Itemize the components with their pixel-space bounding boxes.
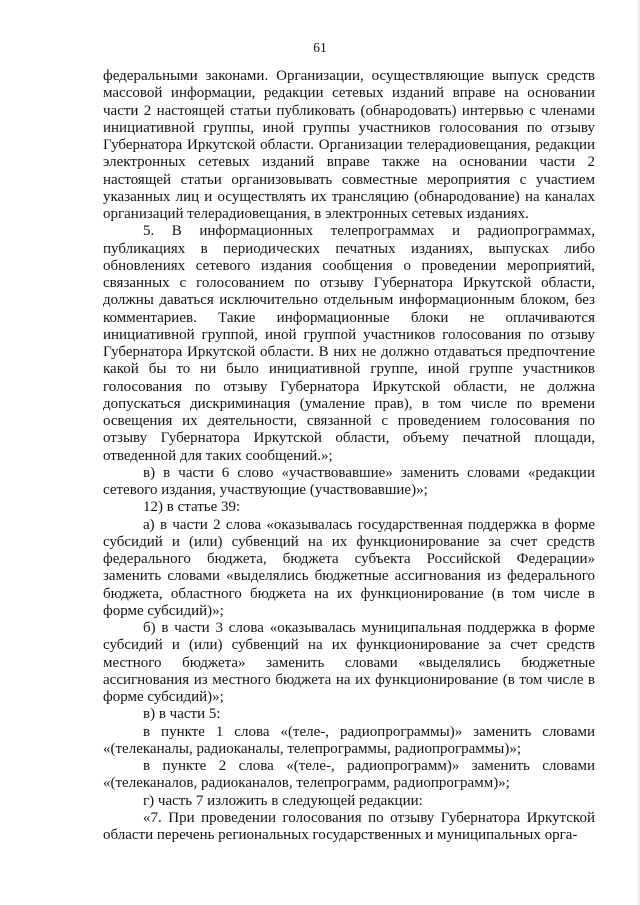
paragraph-3: в) в части 6 слово «участвовавшие» заменить словами «редакции сетевого издания, участвующие (участвовавшие)»; [103, 464, 595, 498]
paragraph-10: г) часть 7 изложить в следующей редакции: [143, 792, 423, 809]
scan-edge-shadow [636, 0, 640, 905]
paragraph-5: а) в части 2 слова «оказывалась государственная поддержка в форме субсидий и (или) субвенций на их функционирование за счет средств федерального бюджета, бюджета субъекта Российской Федерации» заменить словами «выделялись бюджетные ассигнования из федерального бюджета, областного бюджета на их функционирование (в том числе в форме субсидий)»; [103, 516, 595, 619]
paragraph-4: 12) в статье 39: [143, 499, 241, 516]
document-body [103, 68, 595, 844]
paragraph-7: в) в части 5: [143, 706, 221, 723]
paragraph-6: б) в части 3 слова «оказывалась муниципальная поддержка в форме субсидий и (или) субвенций на их функционирование за счет средств местного бюджета» заменить словами «выделялись бюджетные ассигнования из местного бюджета на их функционирование (в том числе в форме субсидий)»; [103, 620, 595, 705]
paragraph-9: в пункте 2 слова «(теле-, радиопрограмм)» заменить словами «(телеканалов, радиоканалов, телепрограмм, радиопрограмм)»; [103, 758, 595, 792]
paragraph-2: 5. В информационных телепрограммах и радиопрограммах, публикациях в периодических печатных изданиях, выпусках либо обновлениях сетевого издания сообщения о проведении мероприятий, связанных с голосованием по отзыву Губернатора Иркутской области, должны даваться исключительно отдельным информационным блоком, без комментариев. Такие информационные блоки не оплачиваются инициативной группой, иной группой участников голосования по отзыву Губернатора Иркутской области. В них не должно отдаваться предпочтение какой бы то ни было инициативной группе, иной группе участников голосования по отзыву Губернатора Иркутской области, не должна допускаться дискриминация (умаление прав), в том числе по времени освещения их деятельности, связанной с проведением голосования по отзыву Губернатора Иркутской области, объему печатной площади, отведенной для таких сообщений.»; [103, 223, 595, 464]
paragraph-1: федеральными законами. Организации, осуществляющие выпуск средств массовой информации, редакции сетевых изданий вправе на основании части 2 настоящей статьи публиковать (обнародовать) интервью с членами инициативной группы, иной группы участников голосования по отзыву Губернатора Иркутской области. Организации телерадиовещания, редакции электронных сетевых изданий вправе также на основании части 2 настоящей статьи организовывать совместные мероприятия с участием указанных лиц и осуществлять их трансляцию (обнародование) на каналах организаций телерадиовещания, в электронных сетевых изданиях. [103, 68, 595, 222]
page-number: 61 [313, 40, 327, 55]
paragraph-8: в пункте 1 слова «(теле-, радиопрограммы)» заменить словами «(телеканалы, радиоканалы, телепрограммы, радиопрограммы)»; [103, 723, 595, 757]
paragraph-11: «7. При проведении голосования по отзыву Губернатора Иркутской области перечень региональных государственных и муниципальных орга- [103, 809, 595, 843]
